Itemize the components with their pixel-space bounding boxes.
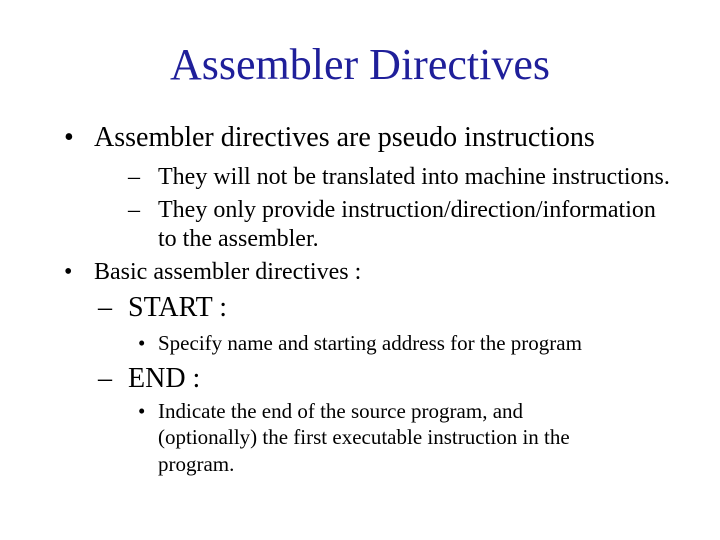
bullet-marker: •	[64, 122, 74, 153]
bullet-pseudo-instructions: Assembler directives are pseudo instructions	[94, 122, 595, 153]
end-description-line-3: program.	[158, 452, 235, 476]
bullet-marker: •	[138, 331, 146, 355]
dash-marker: –	[98, 292, 112, 323]
dash-marker: –	[98, 363, 112, 394]
sub-item-not-translated: They will not be translated into machine instructions.	[158, 164, 670, 190]
sub-item-provide-info-line-2: to the assembler.	[158, 226, 319, 252]
start-description: Specify name and starting address for the program	[158, 331, 582, 355]
end-description-line-1: Indicate the end of the source program, and	[158, 399, 524, 423]
dash-marker: –	[128, 197, 140, 223]
bullet-basic-directives: Basic assembler directives :	[94, 259, 362, 285]
end-description-line-2: (optionally) the first executable instruction in the	[158, 425, 570, 449]
bullet-marker: •	[64, 259, 73, 285]
sub-item-provide-info-line-1: They only provide instruction/direction/information	[158, 197, 656, 223]
bullet-marker: •	[138, 399, 146, 423]
directive-end-label: END :	[128, 363, 201, 394]
slide-title: Assembler Directives	[170, 40, 550, 89]
dash-marker: –	[128, 164, 140, 190]
directive-start-label: START :	[128, 292, 228, 323]
